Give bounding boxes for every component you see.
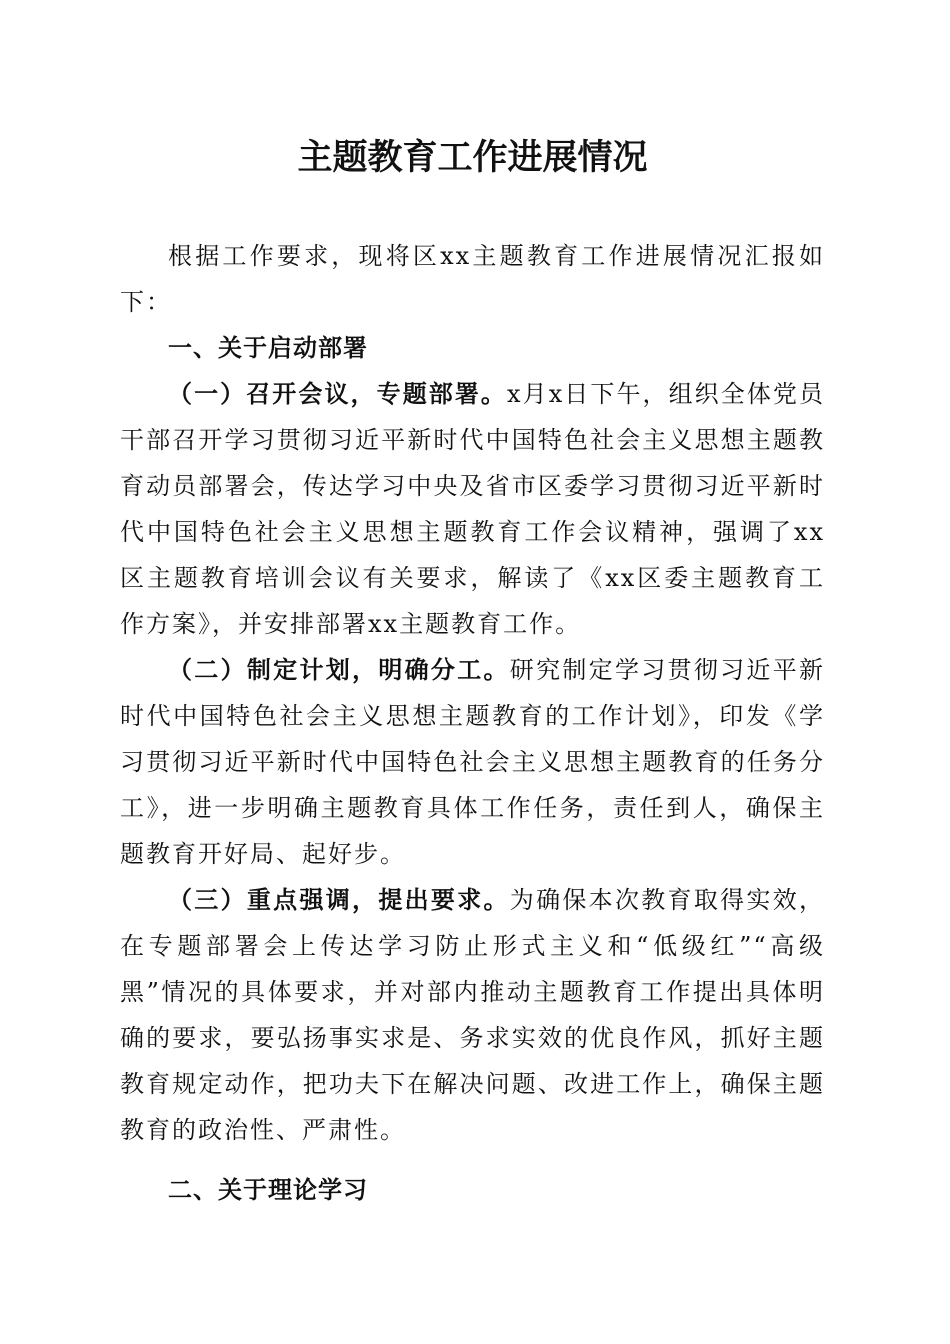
document-page — [120, 130, 825, 1213]
intro-paragraph: 根据工作要求，现将区xx主题教育工作进展情况汇报如下： — [120, 242, 825, 316]
paragraph-plan — [120, 647, 825, 877]
paragraph-requirements — [120, 877, 825, 1153]
paragraph-meeting — [120, 371, 825, 647]
section-heading-startup: 一、关于启动部署 — [168, 334, 368, 362]
section-gap — [120, 1153, 825, 1167]
document-title: 主题教育工作进展情况 — [297, 138, 648, 178]
paragraph-text: 研究制定学习贯彻习近平新时代中国特色社会主义思想主题教育的工作计划》，印发《学习贯彻习近平新时代中国特色社会主义思想主题教育的任务分工》，进一步明确主题教育具体工作任务，责任到人，确保主题教育开好局、起好步。 — [120, 656, 826, 868]
paragraph-lead: （二）制定计划，明确分工。 — [168, 656, 510, 684]
paragraph-lead: （一）召开会议，专题部署。 — [168, 380, 507, 408]
paragraph-text: x月x日下午，组织全体党员干部召开学习贯彻习近平新时代中国特色社会主义思想主题教育动员部署会，传达学习中央及省市区委学习贯彻习近平新时代中国特色社会主义思想主题教育工作会议精神，强调了xx区主题教育培训会议有关要求，解读了《xx区委主题教育工作方案》，并安排部署xx主题教育工作。 — [120, 380, 825, 638]
paragraph-lead: （三）重点强调，提出要求。 — [168, 886, 510, 914]
section-heading-theory: 二、关于理论学习 — [168, 1176, 368, 1204]
paragraph-text: 为确保本次教育取得实效，在专题部署会上传达学习防止形式主义和“低级红”“高级黑”情况的具体要求，并对部内推动主题教育工作提出具体明确的要求，要弘扬事实求是、务求实效的优良作风，抓好主题教育规定动作，把功夫下在解决问题、改进工作上，确保主题教育的政治性、严肃性。 — [120, 886, 826, 1144]
